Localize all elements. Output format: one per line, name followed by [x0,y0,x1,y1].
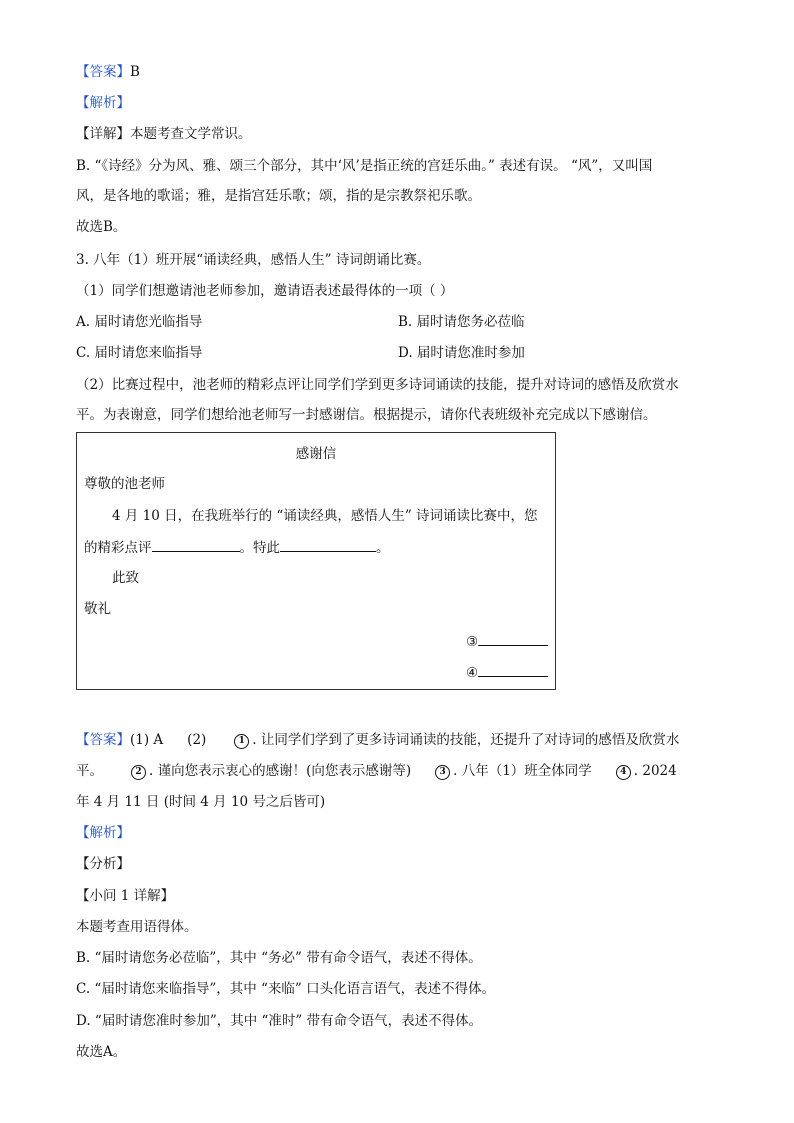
answer-item-2: . 谨向您表示衷心的感谢！(向您表示感谢等) [149,763,412,779]
date-blank-line [466,662,548,683]
circled-1: 1 [234,734,249,749]
answer-line [76,62,140,82]
blank-3 [478,631,548,646]
sub-question-2-line-2: 平。为表谢意，同学们想给池老师写一封感谢信。根据提示，请你代表班级补充完成以下感谢信。 [76,407,657,423]
answer-item-4: . 2024 [633,763,677,779]
q3-answer-part1: (1) A [130,732,164,748]
analysis-intro: 本题考查用语得体。 [76,919,198,935]
q3-analysis-tag: 【解析】 [76,825,130,841]
option-b: B. 届时请您务必莅临 [398,314,525,330]
detail-tag: 【详解】 [76,126,130,142]
sub-question-2-line-1: （2）比赛过程中，池老师的精彩点评让同学们学到更多诗词诵读的技能，提升对诗词的感悟及欣赏水 [76,377,679,393]
mark-3: ③ [466,634,479,650]
explanation-line-1: B. “《诗经》分为风、雅、颂三个部分，其中‘风’是指正统的宫廷乐曲。” 表述有误。 “风”，又叫国 [76,158,653,174]
question-3-stem: 3. 八年（1）班开展“诵读经典，感悟人生” 诗词朗诵比赛。 [76,252,431,268]
analysis-c: C. “届时请您来临指导”，其中 “来临” 口头化语言语气，表述不得体。 [76,981,496,997]
blank-1 [152,537,240,552]
letter-title: 感谢信 [295,446,337,462]
letter-body-end: 。 [376,540,390,556]
option-c: C. 届时请您来临指导 [76,345,203,361]
answer-item-1: . 让同学们学到了更多诗词诵读的技能，还提升了对诗词的感悟及欣赏水 [252,732,680,748]
letter-body-prefix: 的精彩点评 [84,540,152,556]
q3-answer-line-1 [76,730,679,750]
analysis-d: D. “届时请您准时参加”，其中 “准时” 带有命令语气，表述不得体。 [76,1013,483,1029]
detail-line [76,124,252,144]
small-question-1-tag: 【小问 1 详解】 [76,888,175,904]
answer-value: B [130,64,140,80]
letter-body-mid: 。特此 [239,540,280,556]
answer-item-1-cont: 平。 [76,763,103,779]
letter-body-line-2 [84,537,390,558]
answer-item-3: . 八年（1）班全体同学 [453,763,592,779]
letter-body-line-1: 4 月 10 日，在我班举行的 “诵读经典，感悟人生” 诗词诵读比赛中，您 [112,508,538,524]
conclusion-line: 故选B。 [76,219,127,235]
q3-answer-line-3: 年 4 月 11 日 (时间 4 月 10 号之后皆可) [76,794,326,810]
analysis-tag: 【解析】 [76,95,130,111]
q3-answer-tag: 【答案】 [76,732,130,748]
q3-answer-line-2 [76,761,677,781]
analysis-conclusion: 故选A。 [76,1044,127,1060]
signature-blank-line [466,631,548,652]
circled-2: 2 [131,765,146,780]
letter-closing-1: 此致 [112,570,139,586]
circled-4: 4 [616,765,631,780]
detail-text: 本题考查文学常识。 [130,126,252,142]
option-d: D. 届时请您准时参加 [398,345,525,361]
option-a: A. 届时请您光临指导 [76,314,203,330]
blank-4 [478,662,548,677]
explanation-line-2: 风，是各地的歌谣；雅，是指宫廷乐歌；颂，指的是宗教祭祀乐歌。 [76,188,481,204]
blank-2 [280,537,376,552]
letter-closing-2: 敬礼 [84,601,111,617]
mark-4: ④ [466,665,479,681]
analysis-b: B. “届时请您务必莅临”，其中 “务必” 带有命令语气，表述不得体。 [76,950,482,966]
circled-3: 3 [435,765,450,780]
sub-question-1: （1）同学们想邀请池老师参加，邀请语表述最得体的一项（ ） [76,283,454,299]
thank-you-letter-box [76,432,556,690]
answer-tag: 【答案】 [76,64,130,80]
q3-answer-part2: (2) [187,732,207,748]
fenxi-tag: 【分析】 [76,856,130,872]
letter-salutation: 尊敬的池老师 [84,476,165,492]
